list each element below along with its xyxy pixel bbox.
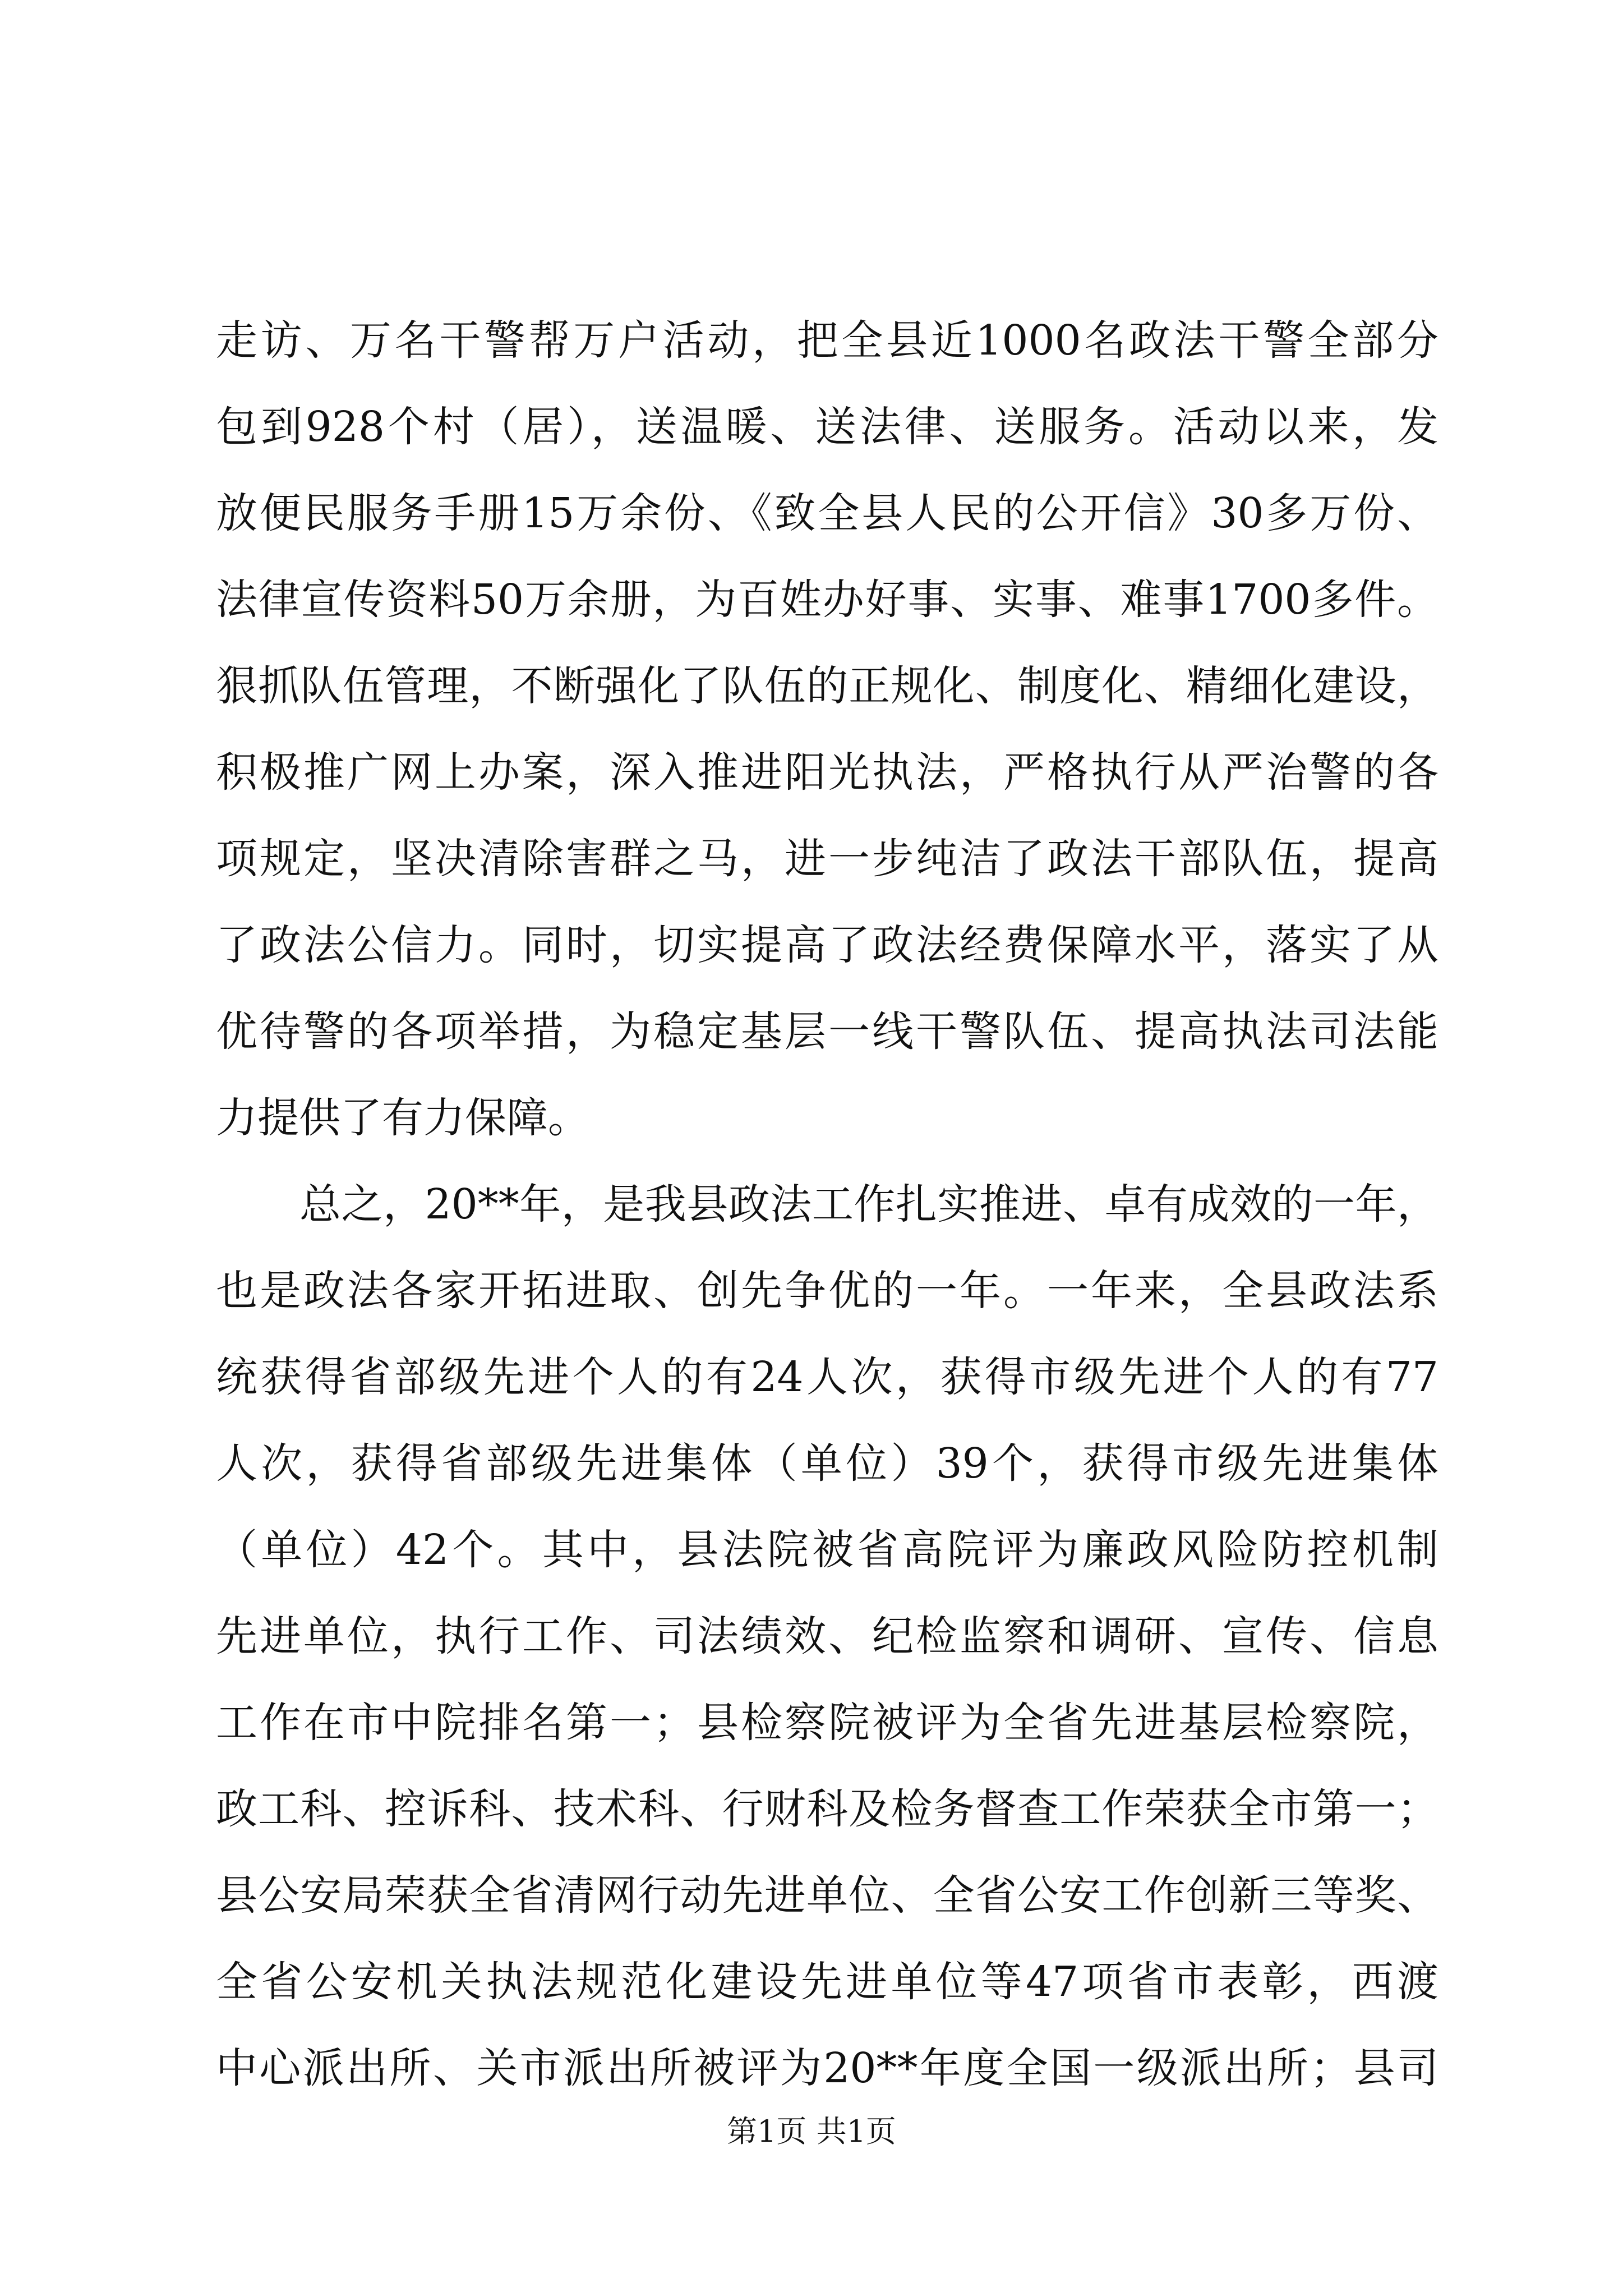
text-line-16: 先进单位，执行工作、司法绩效、纪检监察和调研、宣传、信息 [216, 1612, 1438, 1660]
text-line-14: 人次，获得省部级先进集体（单位）39个，获得市级先进集体 [216, 1439, 1438, 1488]
text-line-1: 走访、万名干警帮万户活动，把全县近1000名政法干警全部分 [216, 316, 1438, 365]
text-line-8: 了政法公信力。同时，切实提高了政法经费保障水平，落实了从 [216, 921, 1438, 969]
text-line-19: 县公安局荣获全省清网行动先进单位、全省公安工作创新三等奖、 [216, 1871, 1438, 1920]
text-line-13: 统获得省部级先进个人的有24人次，获得市级先进个人的有77 [216, 1353, 1438, 1401]
text-line-17: 工作在市中院排名第一；县检察院被评为全省先进基层检察院， [216, 1699, 1438, 1747]
page-footer [0, 2109, 1623, 2154]
text-line-11: 总之，20**年，是我县政法工作扎实推进、卓有成效的一年， [216, 1180, 1438, 1228]
text-line-2: 包到928个村（居），送温暖、送法律、送服务。活动以来，发 [216, 403, 1438, 451]
page-number-label: 第1页 共1页 [727, 2114, 896, 2149]
text-line-5: 狠抓队伍管理，不断强化了队伍的正规化、制度化、精细化建设， [216, 662, 1438, 710]
text-line-9: 优待警的各项举措，为稳定基层一线干警队伍、提高执法司法能 [216, 1007, 1438, 1056]
text-line-10: 力提供了有力保障。 [216, 1094, 589, 1142]
text-line-3: 放便民服务手册15万余份、《致全县人民的公开信》30多万份、 [216, 489, 1438, 537]
text-line-12: 也是政法各家开拓进取、创先争优的一年。一年来，全县政法系 [216, 1267, 1438, 1315]
text-line-4: 法律宣传资料50万余册，为百姓办好事、实事、难事1700多件。 [216, 576, 1438, 624]
text-line-20: 全省公安机关执法规范化建设先进单位等47项省市表彰，西渡 [216, 1958, 1438, 2006]
text-line-18: 政工科、控诉科、技术科、行财科及检务督查工作荣获全市第一； [216, 1785, 1438, 1833]
text-line-6: 积极推广网上办案，深入推进阳光执法，严格执行从严治警的各 [216, 748, 1438, 797]
text-line-15: （单位）42个。其中，县法院被省高院评为廉政风险防控机制 [216, 1526, 1438, 1574]
text-line-21: 中心派出所、关市派出所被评为20**年度全国一级派出所；县司 [216, 2044, 1438, 2092]
body-text [216, 297, 1438, 2111]
text-line-7: 项规定，坚决清除害群之马，进一步纯洁了政法干部队伍，提高 [216, 835, 1438, 883]
